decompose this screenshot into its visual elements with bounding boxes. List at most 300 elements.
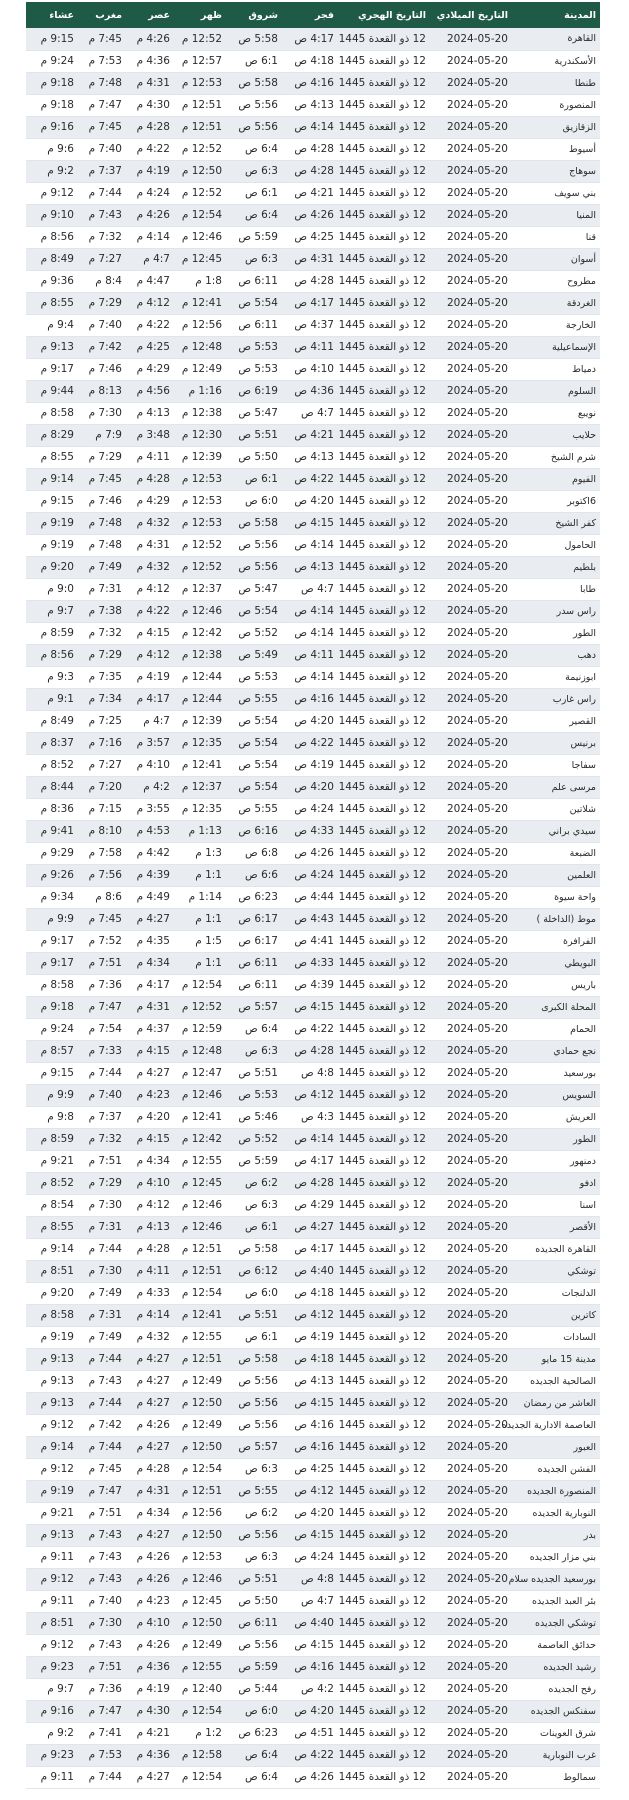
cell-asr: 4:32 م <box>126 1326 174 1348</box>
cell-maghrib: 7:48 م <box>78 512 126 534</box>
cell-dhuhr: 1:5 م <box>174 930 226 952</box>
cell-dhuhr: 12:40 م <box>174 1678 226 1700</box>
cell-sunrise: 6:16 ص <box>226 820 282 842</box>
cell-hijri-date: 12 ذو القعدة 1445 <box>338 512 430 534</box>
cell-dhuhr: 12:38 م <box>174 644 226 666</box>
cell-asr: 4:26 م <box>126 1546 174 1568</box>
cell-city: القاهرة الجديده <box>512 1238 600 1260</box>
cell-sunrise: 5:46 ص <box>226 1106 282 1128</box>
cell-isha: 8:54 م <box>26 1194 78 1216</box>
table-row <box>26 1392 600 1414</box>
cell-hijri-date: 12 ذو القعدة 1445 <box>338 1524 430 1546</box>
cell-maghrib: 7:49 م <box>78 556 126 578</box>
cell-asr: 4:27 م <box>126 1436 174 1458</box>
cell-isha: 8:37 م <box>26 732 78 754</box>
cell-gregorian-date: 2024-05-20 <box>430 1370 512 1392</box>
cell-gregorian-date: 2024-05-20 <box>430 974 512 996</box>
cell-city: أسيوط <box>512 138 600 160</box>
cell-asr: 4:19 م <box>126 666 174 688</box>
cell-maghrib: 7:40 م <box>78 138 126 160</box>
cell-sunrise: 6:1 ص <box>226 182 282 204</box>
cell-city: الخارجة <box>512 314 600 336</box>
cell-hijri-date: 12 ذو القعدة 1445 <box>338 1546 430 1568</box>
cell-fajr: 4:24 ص <box>282 798 338 820</box>
table-row <box>26 1678 600 1700</box>
cell-sunrise: 5:55 ص <box>226 1480 282 1502</box>
table-row <box>26 908 600 930</box>
table-row <box>26 556 600 578</box>
cell-fajr: 4:16 ص <box>282 688 338 710</box>
cell-maghrib: 7:38 م <box>78 600 126 622</box>
cell-hijri-date: 12 ذو القعدة 1445 <box>338 798 430 820</box>
cell-city: توشكي <box>512 1260 600 1282</box>
cell-fajr: 4:16 ص <box>282 1414 338 1436</box>
cell-asr: 4:21 م <box>126 1722 174 1744</box>
cell-dhuhr: 12:56 م <box>174 1502 226 1524</box>
cell-fajr: 4:41 ص <box>282 930 338 952</box>
cell-isha: 8:44 م <box>26 776 78 798</box>
prayer-times-table <box>26 2 600 1789</box>
cell-maghrib: 7:32 م <box>78 226 126 248</box>
cell-dhuhr: 12:52 م <box>174 996 226 1018</box>
cell-sunrise: 5:57 ص <box>226 996 282 1018</box>
cell-fajr: 4:14 ص <box>282 666 338 688</box>
cell-fajr: 4:18 ص <box>282 50 338 72</box>
cell-gregorian-date: 2024-05-20 <box>430 1678 512 1700</box>
cell-hijri-date: 12 ذو القعدة 1445 <box>338 1590 430 1612</box>
cell-dhuhr: 1:14 م <box>174 886 226 908</box>
cell-hijri-date: 12 ذو القعدة 1445 <box>338 1084 430 1106</box>
cell-asr: 4:19 م <box>126 160 174 182</box>
table-row <box>26 1370 600 1392</box>
cell-sunrise: 6:11 ص <box>226 1612 282 1634</box>
cell-sunrise: 5:56 ص <box>226 116 282 138</box>
cell-sunrise: 5:50 ص <box>226 446 282 468</box>
cell-isha: 9:14 م <box>26 468 78 490</box>
cell-fajr: 4:17 ص <box>282 292 338 314</box>
cell-fajr: 4:24 ص <box>282 1546 338 1568</box>
cell-sunrise: 5:56 ص <box>226 1370 282 1392</box>
cell-gregorian-date: 2024-05-20 <box>430 1392 512 1414</box>
cell-gregorian-date: 2024-05-20 <box>430 776 512 798</box>
cell-hijri-date: 12 ذو القعدة 1445 <box>338 1634 430 1656</box>
cell-hijri-date: 12 ذو القعدة 1445 <box>338 28 430 50</box>
cell-city: شلاتين <box>512 798 600 820</box>
cell-hijri-date: 12 ذو القعدة 1445 <box>338 138 430 160</box>
cell-sunrise: 5:59 ص <box>226 1656 282 1678</box>
cell-sunrise: 6:4 ص <box>226 204 282 226</box>
cell-sunrise: 5:55 ص <box>226 798 282 820</box>
cell-sunrise: 5:51 ص <box>226 1568 282 1590</box>
cell-city: الفرافرة <box>512 930 600 952</box>
cell-asr: 4:22 م <box>126 600 174 622</box>
cell-hijri-date: 12 ذو القعدة 1445 <box>338 270 430 292</box>
cell-dhuhr: 12:42 م <box>174 1128 226 1150</box>
cell-city: حلايب <box>512 424 600 446</box>
cell-asr: 4:10 م <box>126 1172 174 1194</box>
table-row <box>26 688 600 710</box>
cell-hijri-date: 12 ذو القعدة 1445 <box>338 50 430 72</box>
cell-fajr: 4:24 ص <box>282 864 338 886</box>
cell-city: سوهاج <box>512 160 600 182</box>
cell-maghrib: 7:58 م <box>78 842 126 864</box>
cell-city: دهب <box>512 644 600 666</box>
cell-asr: 4:27 م <box>126 1524 174 1546</box>
cell-isha: 9:11 م <box>26 1546 78 1568</box>
cell-dhuhr: 12:51 م <box>174 1480 226 1502</box>
cell-city: اسنا <box>512 1194 600 1216</box>
cell-hijri-date: 12 ذو القعدة 1445 <box>338 1370 430 1392</box>
cell-isha: 9:12 م <box>26 1458 78 1480</box>
cell-dhuhr: 12:51 م <box>174 116 226 138</box>
cell-fajr: 4:7 ص <box>282 578 338 600</box>
cell-gregorian-date: 2024-05-20 <box>430 754 512 776</box>
cell-asr: 4:32 م <box>126 556 174 578</box>
cell-hijri-date: 12 ذو القعدة 1445 <box>338 930 430 952</box>
cell-sunrise: 6:4 ص <box>226 1744 282 1766</box>
cell-hijri-date: 12 ذو القعدة 1445 <box>338 754 430 776</box>
table-row <box>26 1744 600 1766</box>
cell-maghrib: 7:52 م <box>78 930 126 952</box>
table-row <box>26 182 600 204</box>
cell-isha: 9:0 م <box>26 578 78 600</box>
cell-hijri-date: 12 ذو القعدة 1445 <box>338 1194 430 1216</box>
cell-maghrib: 8:10 م <box>78 820 126 842</box>
cell-asr: 4:7 م <box>126 248 174 270</box>
cell-gregorian-date: 2024-05-20 <box>430 1062 512 1084</box>
cell-city: رفح الجديده <box>512 1678 600 1700</box>
cell-city: طنطا <box>512 72 600 94</box>
cell-hijri-date: 12 ذو القعدة 1445 <box>338 1480 430 1502</box>
cell-hijri-date: 12 ذو القعدة 1445 <box>338 688 430 710</box>
cell-gregorian-date: 2024-05-20 <box>430 138 512 160</box>
cell-maghrib: 7:47 م <box>78 996 126 1018</box>
cell-hijri-date: 12 ذو القعدة 1445 <box>338 974 430 996</box>
cell-sunrise: 6:3 ص <box>226 160 282 182</box>
cell-fajr: 4:28 ص <box>282 138 338 160</box>
cell-maghrib: 7:30 م <box>78 402 126 424</box>
cell-fajr: 4:43 ص <box>282 908 338 930</box>
cell-asr: 3:57 م <box>126 732 174 754</box>
cell-asr: 4:36 م <box>126 1656 174 1678</box>
cell-sunrise: 5:56 ص <box>226 1392 282 1414</box>
cell-fajr: 4:14 ص <box>282 600 338 622</box>
cell-fajr: 4:16 ص <box>282 1656 338 1678</box>
cell-dhuhr: 12:57 م <box>174 50 226 72</box>
cell-asr: 4:12 م <box>126 578 174 600</box>
cell-dhuhr: 12:52 م <box>174 138 226 160</box>
cell-asr: 4:7 م <box>126 710 174 732</box>
header-dhuhr: ظهر <box>200 9 222 21</box>
cell-asr: 4:23 م <box>126 1590 174 1612</box>
cell-isha: 9:13 م <box>26 1370 78 1392</box>
cell-maghrib: 7:44 م <box>78 1436 126 1458</box>
table-row <box>26 94 600 116</box>
cell-asr: 4:24 م <box>126 182 174 204</box>
cell-hijri-date: 12 ذو القعدة 1445 <box>338 820 430 842</box>
cell-hijri-date: 12 ذو القعدة 1445 <box>338 226 430 248</box>
cell-dhuhr: 12:42 م <box>174 622 226 644</box>
cell-dhuhr: 12:52 م <box>174 534 226 556</box>
cell-asr: 4:12 م <box>126 292 174 314</box>
cell-maghrib: 7:51 م <box>78 952 126 974</box>
cell-maghrib: 7:43 م <box>78 1370 126 1392</box>
cell-maghrib: 7:47 م <box>78 1480 126 1502</box>
cell-asr: 4:31 م <box>126 534 174 556</box>
cell-sunrise: 6:11 ص <box>226 314 282 336</box>
cell-isha: 9:6 م <box>26 138 78 160</box>
cell-gregorian-date: 2024-05-20 <box>430 116 512 138</box>
cell-isha: 8:58 م <box>26 402 78 424</box>
cell-maghrib: 7:37 م <box>78 160 126 182</box>
cell-gregorian-date: 2024-05-20 <box>430 446 512 468</box>
cell-gregorian-date: 2024-05-20 <box>430 358 512 380</box>
cell-city: برنيس <box>512 732 600 754</box>
cell-hijri-date: 12 ذو القعدة 1445 <box>338 116 430 138</box>
cell-sunrise: 5:51 ص <box>226 1062 282 1084</box>
cell-dhuhr: 12:50 م <box>174 1612 226 1634</box>
cell-dhuhr: 12:53 م <box>174 72 226 94</box>
cell-sunrise: 5:58 ص <box>226 1238 282 1260</box>
cell-asr: 4:36 م <box>126 50 174 72</box>
cell-hijri-date: 12 ذو القعدة 1445 <box>338 446 430 468</box>
table-row <box>26 1216 600 1238</box>
cell-sunrise: 6:17 ص <box>226 908 282 930</box>
header-city: المدينة <box>564 9 596 21</box>
cell-maghrib: 7:43 م <box>78 1568 126 1590</box>
cell-hijri-date: 12 ذو القعدة 1445 <box>338 1150 430 1172</box>
cell-hijri-date: 12 ذو القعدة 1445 <box>338 1040 430 1062</box>
cell-dhuhr: 12:55 م <box>174 1326 226 1348</box>
cell-city: بورسعيد <box>512 1062 600 1084</box>
cell-sunrise: 5:47 ص <box>226 402 282 424</box>
cell-hijri-date: 12 ذو القعدة 1445 <box>338 1304 430 1326</box>
cell-isha: 9:7 م <box>26 600 78 622</box>
cell-fajr: 4:31 ص <box>282 248 338 270</box>
cell-asr: 4:28 م <box>126 116 174 138</box>
cell-gregorian-date: 2024-05-20 <box>430 380 512 402</box>
cell-gregorian-date: 2024-05-20 <box>430 182 512 204</box>
cell-fajr: 4:14 ص <box>282 534 338 556</box>
cell-city: القصير <box>512 710 600 732</box>
cell-hijri-date: 12 ذو القعدة 1445 <box>338 600 430 622</box>
cell-dhuhr: 12:54 م <box>174 1700 226 1722</box>
cell-isha: 9:44 م <box>26 380 78 402</box>
cell-isha: 9:26 م <box>26 864 78 886</box>
cell-dhuhr: 12:53 م <box>174 490 226 512</box>
cell-maghrib: 7:15 م <box>78 798 126 820</box>
cell-sunrise: 5:56 ص <box>226 556 282 578</box>
cell-fajr: 4:26 ص <box>282 1766 338 1788</box>
cell-hijri-date: 12 ذو القعدة 1445 <box>338 1392 430 1414</box>
header-maghrib: مغرب <box>95 9 122 21</box>
cell-sunrise: 5:58 ص <box>226 1348 282 1370</box>
table-row <box>26 248 600 270</box>
cell-isha: 9:16 م <box>26 1700 78 1722</box>
cell-isha: 8:56 م <box>26 644 78 666</box>
cell-dhuhr: 1:8 م <box>174 270 226 292</box>
table-row <box>26 1282 600 1304</box>
cell-city: الدلنجات <box>512 1282 600 1304</box>
cell-asr: 4:31 م <box>126 72 174 94</box>
cell-dhuhr: 12:52 م <box>174 28 226 50</box>
cell-sunrise: 6:11 ص <box>226 974 282 996</box>
cell-city: سفاجا <box>512 754 600 776</box>
cell-gregorian-date: 2024-05-20 <box>430 490 512 512</box>
table-row <box>26 1348 600 1370</box>
cell-sunrise: 5:57 ص <box>226 1436 282 1458</box>
cell-gregorian-date: 2024-05-20 <box>430 1084 512 1106</box>
cell-asr: 4:53 م <box>126 820 174 842</box>
cell-maghrib: 7:53 م <box>78 1744 126 1766</box>
cell-maghrib: 7:42 م <box>78 1414 126 1436</box>
cell-dhuhr: 1:1 م <box>174 952 226 974</box>
cell-hijri-date: 12 ذو القعدة 1445 <box>338 1502 430 1524</box>
table-row <box>26 1150 600 1172</box>
cell-city: توشكي الجديده <box>512 1612 600 1634</box>
cell-fajr: 4:18 ص <box>282 1348 338 1370</box>
cell-maghrib: 7:40 م <box>78 1084 126 1106</box>
cell-gregorian-date: 2024-05-20 <box>430 1722 512 1744</box>
cell-sunrise: 6:4 ص <box>226 138 282 160</box>
cell-asr: 4:15 م <box>126 1128 174 1150</box>
cell-isha: 9:34 م <box>26 886 78 908</box>
cell-dhuhr: 12:46 م <box>174 1194 226 1216</box>
cell-gregorian-date: 2024-05-20 <box>430 688 512 710</box>
cell-city: بني مزار الجديده <box>512 1546 600 1568</box>
cell-hijri-date: 12 ذو القعدة 1445 <box>338 1216 430 1238</box>
cell-dhuhr: 12:38 م <box>174 402 226 424</box>
cell-maghrib: 7:48 م <box>78 534 126 556</box>
cell-hijri-date: 12 ذو القعدة 1445 <box>338 1436 430 1458</box>
table-row <box>26 1480 600 1502</box>
table-row <box>26 402 600 424</box>
cell-gregorian-date: 2024-05-20 <box>430 1128 512 1150</box>
cell-asr: 4:26 م <box>126 1634 174 1656</box>
cell-sunrise: 5:53 ص <box>226 1084 282 1106</box>
cell-gregorian-date: 2024-05-20 <box>430 1348 512 1370</box>
cell-hijri-date: 12 ذو القعدة 1445 <box>338 1656 430 1678</box>
cell-asr: 4:13 م <box>126 1216 174 1238</box>
cell-city: طابا <box>512 578 600 600</box>
cell-sunrise: 6:6 ص <box>226 864 282 886</box>
cell-sunrise: 5:55 ص <box>226 688 282 710</box>
table-row <box>26 72 600 94</box>
cell-isha: 9:19 م <box>26 534 78 556</box>
cell-city: الأقصر <box>512 1216 600 1238</box>
cell-dhuhr: 12:30 م <box>174 424 226 446</box>
cell-sunrise: 5:58 ص <box>226 512 282 534</box>
header-fajr: فجر <box>315 9 334 21</box>
cell-fajr: 4:11 ص <box>282 336 338 358</box>
cell-hijri-date: 12 ذو القعدة 1445 <box>338 182 430 204</box>
cell-city: السويس <box>512 1084 600 1106</box>
cell-hijri-date: 12 ذو القعدة 1445 <box>338 336 430 358</box>
cell-hijri-date: 12 ذو القعدة 1445 <box>338 1766 430 1788</box>
table-row <box>26 1502 600 1524</box>
cell-fajr: 4:20 ص <box>282 776 338 798</box>
cell-gregorian-date: 2024-05-20 <box>430 1260 512 1282</box>
cell-gregorian-date: 2024-05-20 <box>430 1238 512 1260</box>
cell-asr: 4:27 م <box>126 1370 174 1392</box>
cell-gregorian-date: 2024-05-20 <box>430 1436 512 1458</box>
cell-maghrib: 7:30 م <box>78 1194 126 1216</box>
cell-hijri-date: 12 ذو القعدة 1445 <box>338 1172 430 1194</box>
cell-asr: 3:48 م <box>126 424 174 446</box>
cell-city: بورسعيد الجديده سلام <box>512 1568 600 1590</box>
cell-fajr: 4:14 ص <box>282 622 338 644</box>
cell-fajr: 4:13 ص <box>282 556 338 578</box>
table-row <box>26 1634 600 1656</box>
cell-dhuhr: 12:54 م <box>174 1458 226 1480</box>
cell-gregorian-date: 2024-05-20 <box>430 1326 512 1348</box>
table-row <box>26 1062 600 1084</box>
cell-fajr: 4:28 ص <box>282 1040 338 1062</box>
cell-dhuhr: 12:52 م <box>174 556 226 578</box>
cell-maghrib: 7:44 م <box>78 1348 126 1370</box>
cell-isha: 9:15 م <box>26 28 78 50</box>
cell-gregorian-date: 2024-05-20 <box>430 424 512 446</box>
table-body <box>26 28 600 1788</box>
cell-fajr: 4:33 ص <box>282 820 338 842</box>
cell-gregorian-date: 2024-05-20 <box>430 1744 512 1766</box>
cell-maghrib: 7:42 م <box>78 336 126 358</box>
table-row <box>26 1458 600 1480</box>
table-row <box>26 358 600 380</box>
cell-asr: 4:25 م <box>126 336 174 358</box>
cell-gregorian-date: 2024-05-20 <box>430 204 512 226</box>
table-row <box>26 600 600 622</box>
cell-isha: 9:14 م <box>26 1238 78 1260</box>
cell-maghrib: 7:44 م <box>78 1766 126 1788</box>
cell-sunrise: 5:53 ص <box>226 666 282 688</box>
cell-maghrib: 7:25 م <box>78 710 126 732</box>
cell-city: العبور <box>512 1436 600 1458</box>
cell-gregorian-date: 2024-05-20 <box>430 1150 512 1172</box>
cell-dhuhr: 12:41 م <box>174 1304 226 1326</box>
cell-sunrise: 6:2 ص <box>226 1502 282 1524</box>
cell-isha: 9:18 م <box>26 72 78 94</box>
table-row <box>26 996 600 1018</box>
cell-sunrise: 6:1 ص <box>226 468 282 490</box>
cell-fajr: 4:14 ص <box>282 116 338 138</box>
cell-maghrib: 7:44 م <box>78 182 126 204</box>
cell-maghrib: 7:54 م <box>78 1018 126 1040</box>
cell-city: الضبعة <box>512 842 600 864</box>
cell-hijri-date: 12 ذو القعدة 1445 <box>338 1678 430 1700</box>
cell-asr: 4:14 م <box>126 1304 174 1326</box>
cell-city: بلطيم <box>512 556 600 578</box>
cell-asr: 4:2 م <box>126 776 174 798</box>
cell-dhuhr: 12:50 م <box>174 160 226 182</box>
cell-city: شرم الشيخ <box>512 446 600 468</box>
cell-isha: 9:17 م <box>26 930 78 952</box>
table-row <box>26 380 600 402</box>
cell-gregorian-date: 2024-05-20 <box>430 578 512 600</box>
cell-gregorian-date: 2024-05-20 <box>430 292 512 314</box>
cell-gregorian-date: 2024-05-20 <box>430 1590 512 1612</box>
cell-fajr: 4:36 ص <box>282 380 338 402</box>
table-row <box>26 732 600 754</box>
cell-dhuhr: 12:51 م <box>174 1260 226 1282</box>
cell-isha: 9:14 م <box>26 1436 78 1458</box>
cell-hijri-date: 12 ذو القعدة 1445 <box>338 622 430 644</box>
cell-city: ابوزنيمة <box>512 666 600 688</box>
cell-asr: 4:34 م <box>126 1502 174 1524</box>
cell-city: موط (الداخلة ) <box>512 908 600 930</box>
cell-isha: 9:13 م <box>26 1524 78 1546</box>
cell-fajr: 4:22 ص <box>282 1018 338 1040</box>
